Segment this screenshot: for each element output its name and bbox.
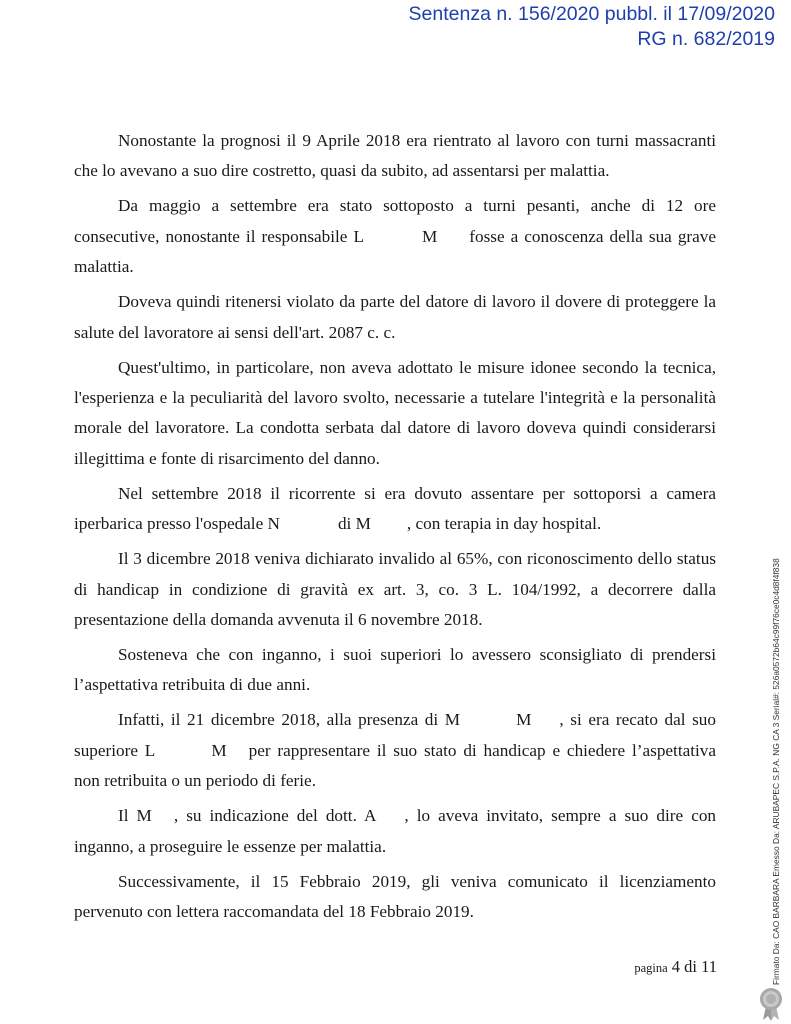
paragraph: Successivamente, il 15 Febbraio 2019, gli veniva comunicato il licenziamento pervenuto con lettera raccomandata del 18 Febbraio 2019. [74,871,716,922]
paragraph: Sosteneva che con inganno, i suoi superiori lo avessero sconsigliato di prendersi l’aspettativa retribuita di due anni. [74,645,716,695]
paragraph: Quest'ultimo, in particolare, non aveva adottato le misure idonee secondo la tecnica, l'esperienza e la peculiarità del lavoro svolto, necessarie a tutelare l'integrità e la personalità morale del lavoratore. La condotta serbata dal datore di lavoro doveva quindi considerarsi illegittima e fonte di risarcimento del danno. [74,357,716,468]
page-total: 11 [701,957,717,976]
sentence-number: Sentenza n. 156/2020 pubbl. il 17/09/2020 [408,3,775,25]
paragraph-text: , lo aveva invitato, sempre a suo dire con inganno, a proseguire le essenze per malattia. [74,806,717,856]
paragraph-text: Infatti, il 21 dicembre 2018, alla presenza di M [118,710,461,730]
paragraph-text: , su indicazione del dott. A [173,806,377,826]
paragraph [74,191,716,282]
seal-rosette-icon [757,986,785,1022]
paragraph-text: M [516,710,532,730]
paragraph [74,705,716,796]
paragraph-text: M [211,740,227,760]
page-of: di [684,957,697,976]
page-current: 4 [671,957,681,976]
paragraph [74,479,716,540]
paragraph: Il 3 dicembre 2018 veniva dichiarato invalido al 65%, con riconoscimento dello status di handicap in condizione di gravità ex art. 3, co. 3 L. 104/1992, a decorrere dalla presentazione della domanda avvenuta il 6 novembre 2018. [74,549,716,630]
paragraph [74,801,716,862]
paragraph-text: Nel settembre 2018 il ricorrente si era dovuto assentare per sottoporsi a camera iperbarica presso l'ospedale N [74,483,716,534]
case-number: RG n. 682/2019 [637,28,775,50]
document-header [409,2,775,52]
paragraph-text: M [421,226,438,246]
digital-signature-note: Firmato Da: CAO BARBARA Emesso Da: ARUBAPEC S.P.A. NG CA 3 Serial#: 526a0572b64c99f76ce0c4d8f4f838 [771,558,781,985]
paragraph-text: , con terapia in day hospital. [406,514,602,534]
paragraph-text: Da maggio a settembre era stato sottoposto a turni pesanti, anche di 12 ore consecutive, nonostante il responsabile L [74,196,716,246]
page-label: pagina [634,961,668,975]
document-body [74,126,716,932]
page-number [634,957,717,977]
paragraph: Doveva quindi ritenersi violato da parte del datore di lavoro il dovere di proteggere la salute del lavoratore ai sensi dell'art. 2087 c. c. [74,292,716,342]
paragraph-text: , si era recato dal suo superiore L [74,710,716,760]
paragraph: Nonostante la prognosi il 9 Aprile 2018 era rientrato al lavoro con turni massacranti che lo avevano a suo dire costretto, quasi da subito, ad assentarsi per malattia. [74,131,716,181]
paragraph-text: per rappresentare il suo stato di handicap e chiedere l’aspettativa non retribuita o un periodo di ferie. [74,740,716,791]
paragraph-text: di M [337,514,371,534]
paragraph-text: fosse a conoscenza della sua grave malattia. [74,226,717,277]
paragraph-text: Il M [118,806,152,826]
